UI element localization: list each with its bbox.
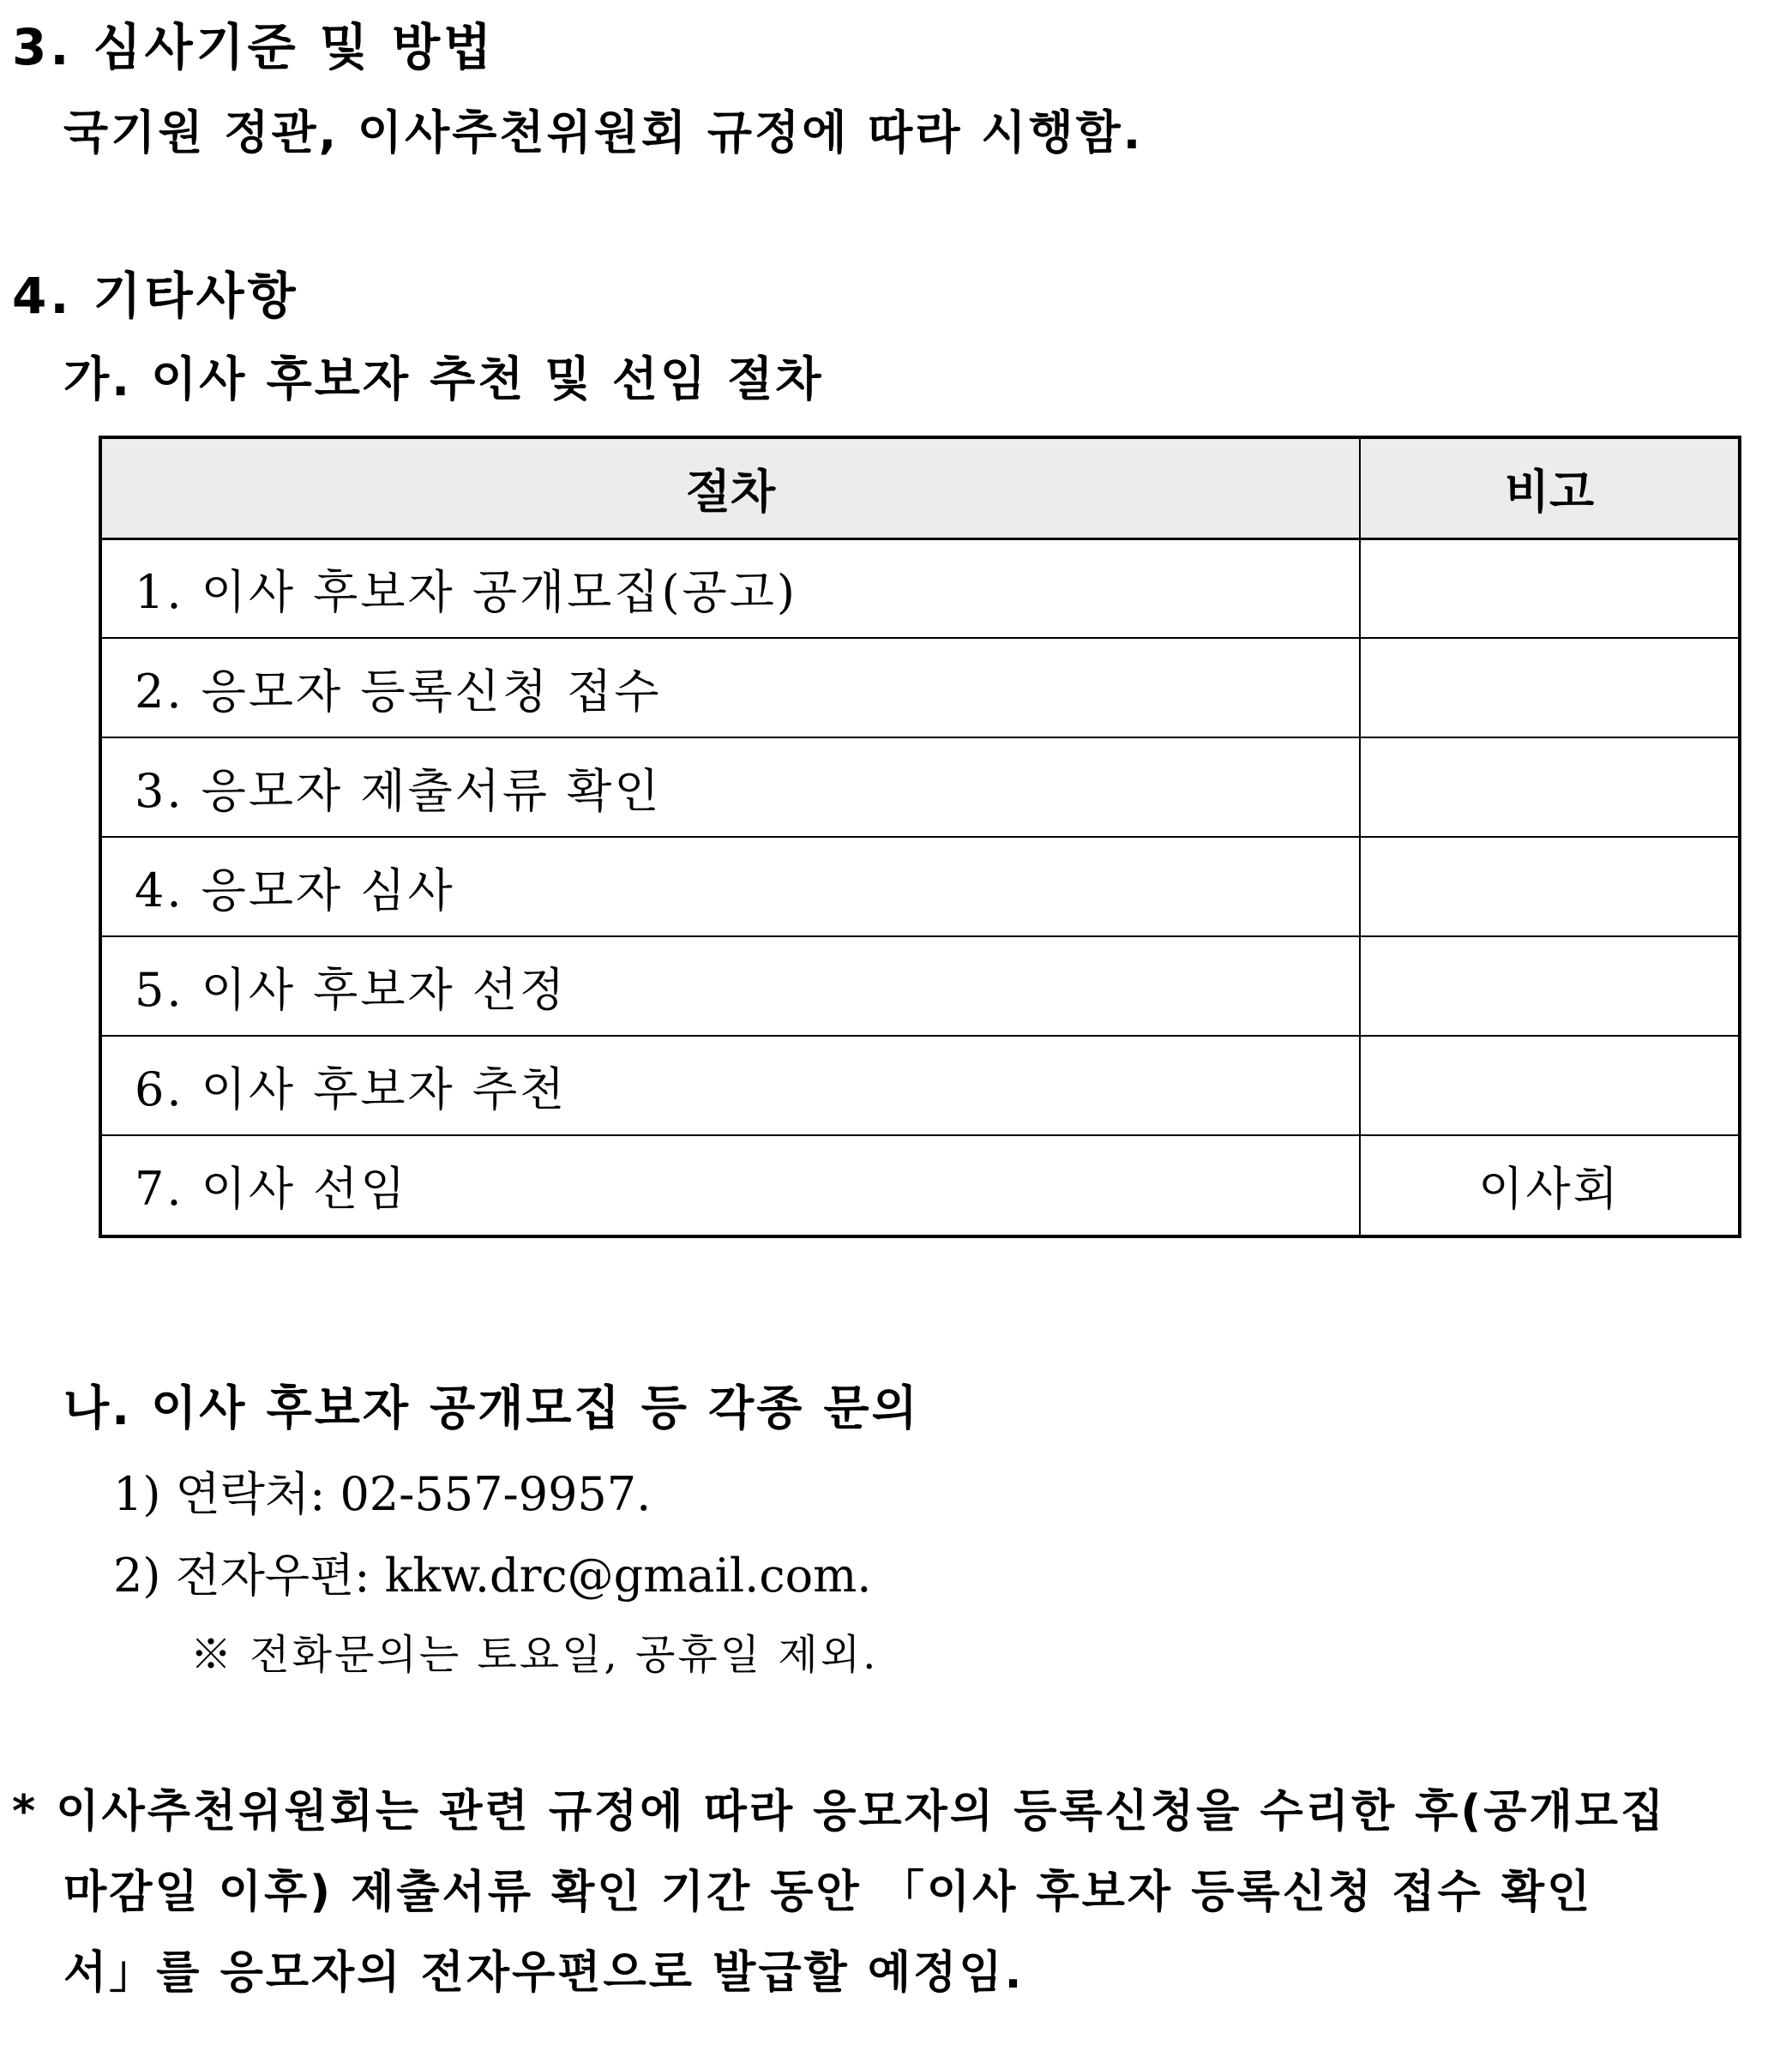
- subsection-a-heading: 가. 이사 후보자 추천 및 선임 절차: [63, 352, 824, 406]
- table-row: [102, 737, 1738, 837]
- table-row: [102, 638, 1738, 737]
- procedure-note: [1360, 538, 1738, 638]
- subsection-b-heading: 나. 이사 후보자 공개모집 등 각종 문의: [63, 1380, 920, 1435]
- header-procedure: 절차: [102, 439, 1360, 538]
- procedure-note: [1360, 837, 1738, 936]
- procedure-step: 4. 응모자 심사: [102, 837, 1360, 936]
- section-4-heading: 4. 기타사항: [12, 267, 299, 325]
- procedure-step: 6. 이사 후보자 추천: [102, 1036, 1360, 1135]
- table-row: [102, 1135, 1738, 1235]
- procedure-step: 1. 이사 후보자 공개모집(공고): [102, 538, 1360, 638]
- procedure-step: 5. 이사 후보자 선정: [102, 936, 1360, 1036]
- procedure-note: [1360, 737, 1738, 837]
- header-remarks: 비고: [1360, 439, 1738, 538]
- procedure-step: 7. 이사 선임: [102, 1135, 1360, 1235]
- table-header-row: [102, 439, 1738, 538]
- section-3-heading: 3. 심사기준 및 방법: [12, 18, 496, 76]
- footnote-line-2: 마감일 이후) 제출서류 확인 기간 동안 「이사 후보자 등록신청 접수 확인: [63, 1867, 1593, 1918]
- procedure-table: [99, 436, 1741, 1238]
- procedure-note: [1360, 638, 1738, 737]
- table-row: [102, 936, 1738, 1036]
- footnote-line-3: 서」를 응모자의 전자우편으로 발급할 예정임.: [63, 1947, 1025, 1999]
- contact-email: 2) 전자우편: kkw.drc@gmail.com.: [113, 1549, 872, 1603]
- section-3-text: 국기원 정관, 이사추천위원회 규정에 따라 시행함.: [63, 105, 1144, 159]
- procedure-note: [1360, 936, 1738, 1036]
- table-row: [102, 1036, 1738, 1135]
- procedure-step: 2. 응모자 등록신청 접수: [102, 638, 1360, 737]
- phone-inquiry-note: ※ 전화문의는 토요일, 공휴일 제외.: [190, 1631, 879, 1679]
- table-row: [102, 837, 1738, 936]
- table-row: [102, 538, 1738, 638]
- procedure-step: 3. 응모자 제출서류 확인: [102, 737, 1360, 837]
- footnote-line-1: * 이사추천위원회는 관련 규정에 따라 응모자의 등록신청을 수리한 후(공개모집: [12, 1786, 1667, 1837]
- procedure-note: 이사회: [1478, 1162, 1621, 1216]
- procedure-note: [1360, 1036, 1738, 1135]
- contact-phone: 1) 연락처: 02-557-9957.: [113, 1467, 652, 1521]
